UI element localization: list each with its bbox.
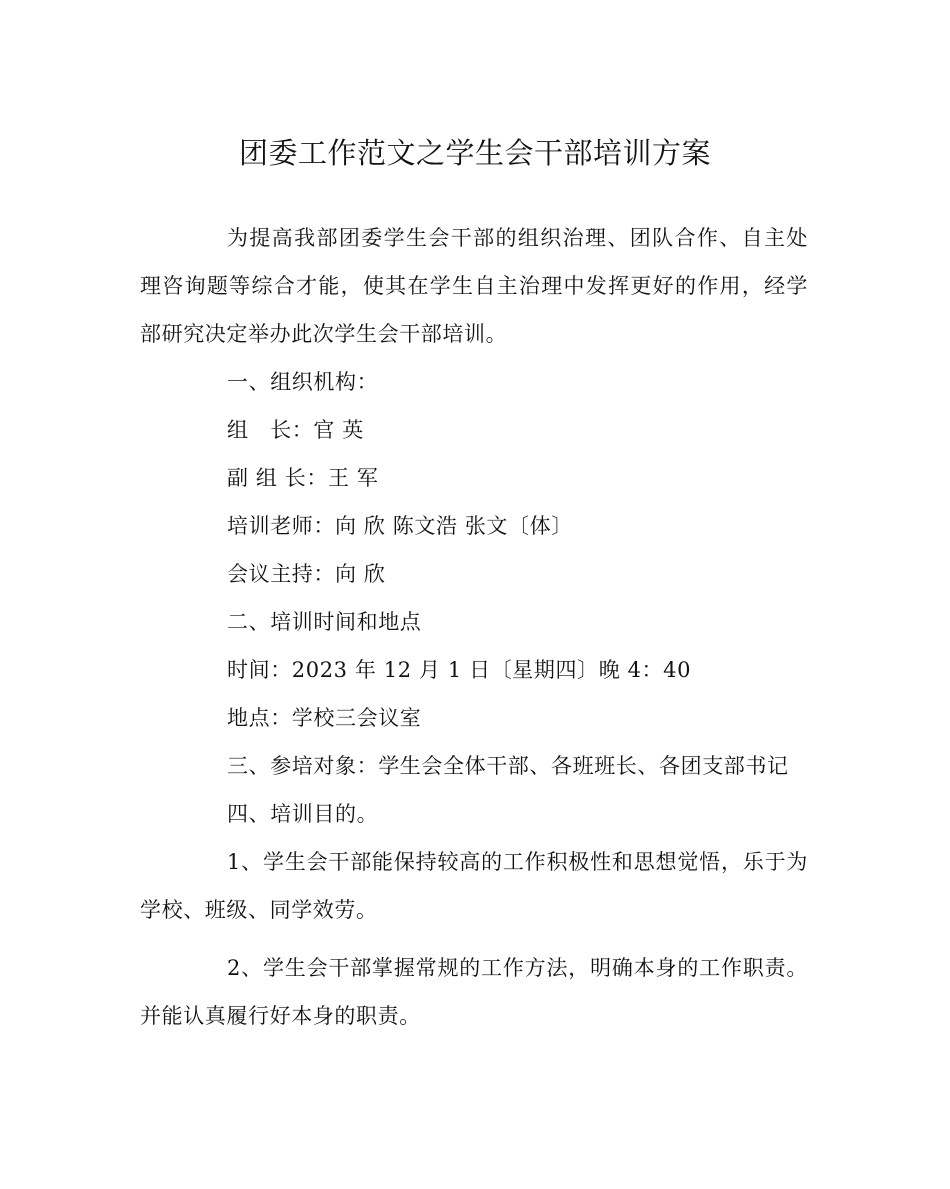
host-line: 会议主持：向 欣 <box>227 562 386 586</box>
trainers-line: 培训老师：向 欣 陈文浩 张文〔体〕 <box>227 514 573 538</box>
section-3-line: 三、参培对象：学生会全体干部、各班班长、各团支部书记 <box>227 754 789 778</box>
section-4-heading: 四、培训目的。 <box>227 802 379 826</box>
leader-line: 组 长：官 英 <box>227 418 364 442</box>
time-line: 时间：2023 年 12 月 1 日〔星期四〕晚 4：40 <box>227 658 692 682</box>
goal-2-paragraph: 2、学生会干部掌握常规的工作方法，明确本身的工作职责。并能认真履行好本身的职责。 <box>140 956 808 1028</box>
location-line: 地点：学校三会议室 <box>227 706 422 730</box>
intro-paragraph: 为提高我部团委学生会干部的组织治理、团队合作、自主处理咨询题等综合才能，使其在学生自主治理中发挥更好的作用，经学部研究决定举办此次学生会干部培训。 <box>140 226 808 346</box>
deputy-leader-line: 副 组 长：王 军 <box>227 466 379 490</box>
goal-1-paragraph: 1、学生会干部能保持较高的工作积极性和思想觉悟，乐于为学校、班级、同学效劳。 <box>140 850 808 922</box>
document-title: 团委工作范文之学生会干部培训方案 <box>238 136 711 170</box>
section-1-heading: 一、组织机构： <box>227 370 379 394</box>
section-2-heading: 二、培训时间和地点 <box>227 610 422 634</box>
